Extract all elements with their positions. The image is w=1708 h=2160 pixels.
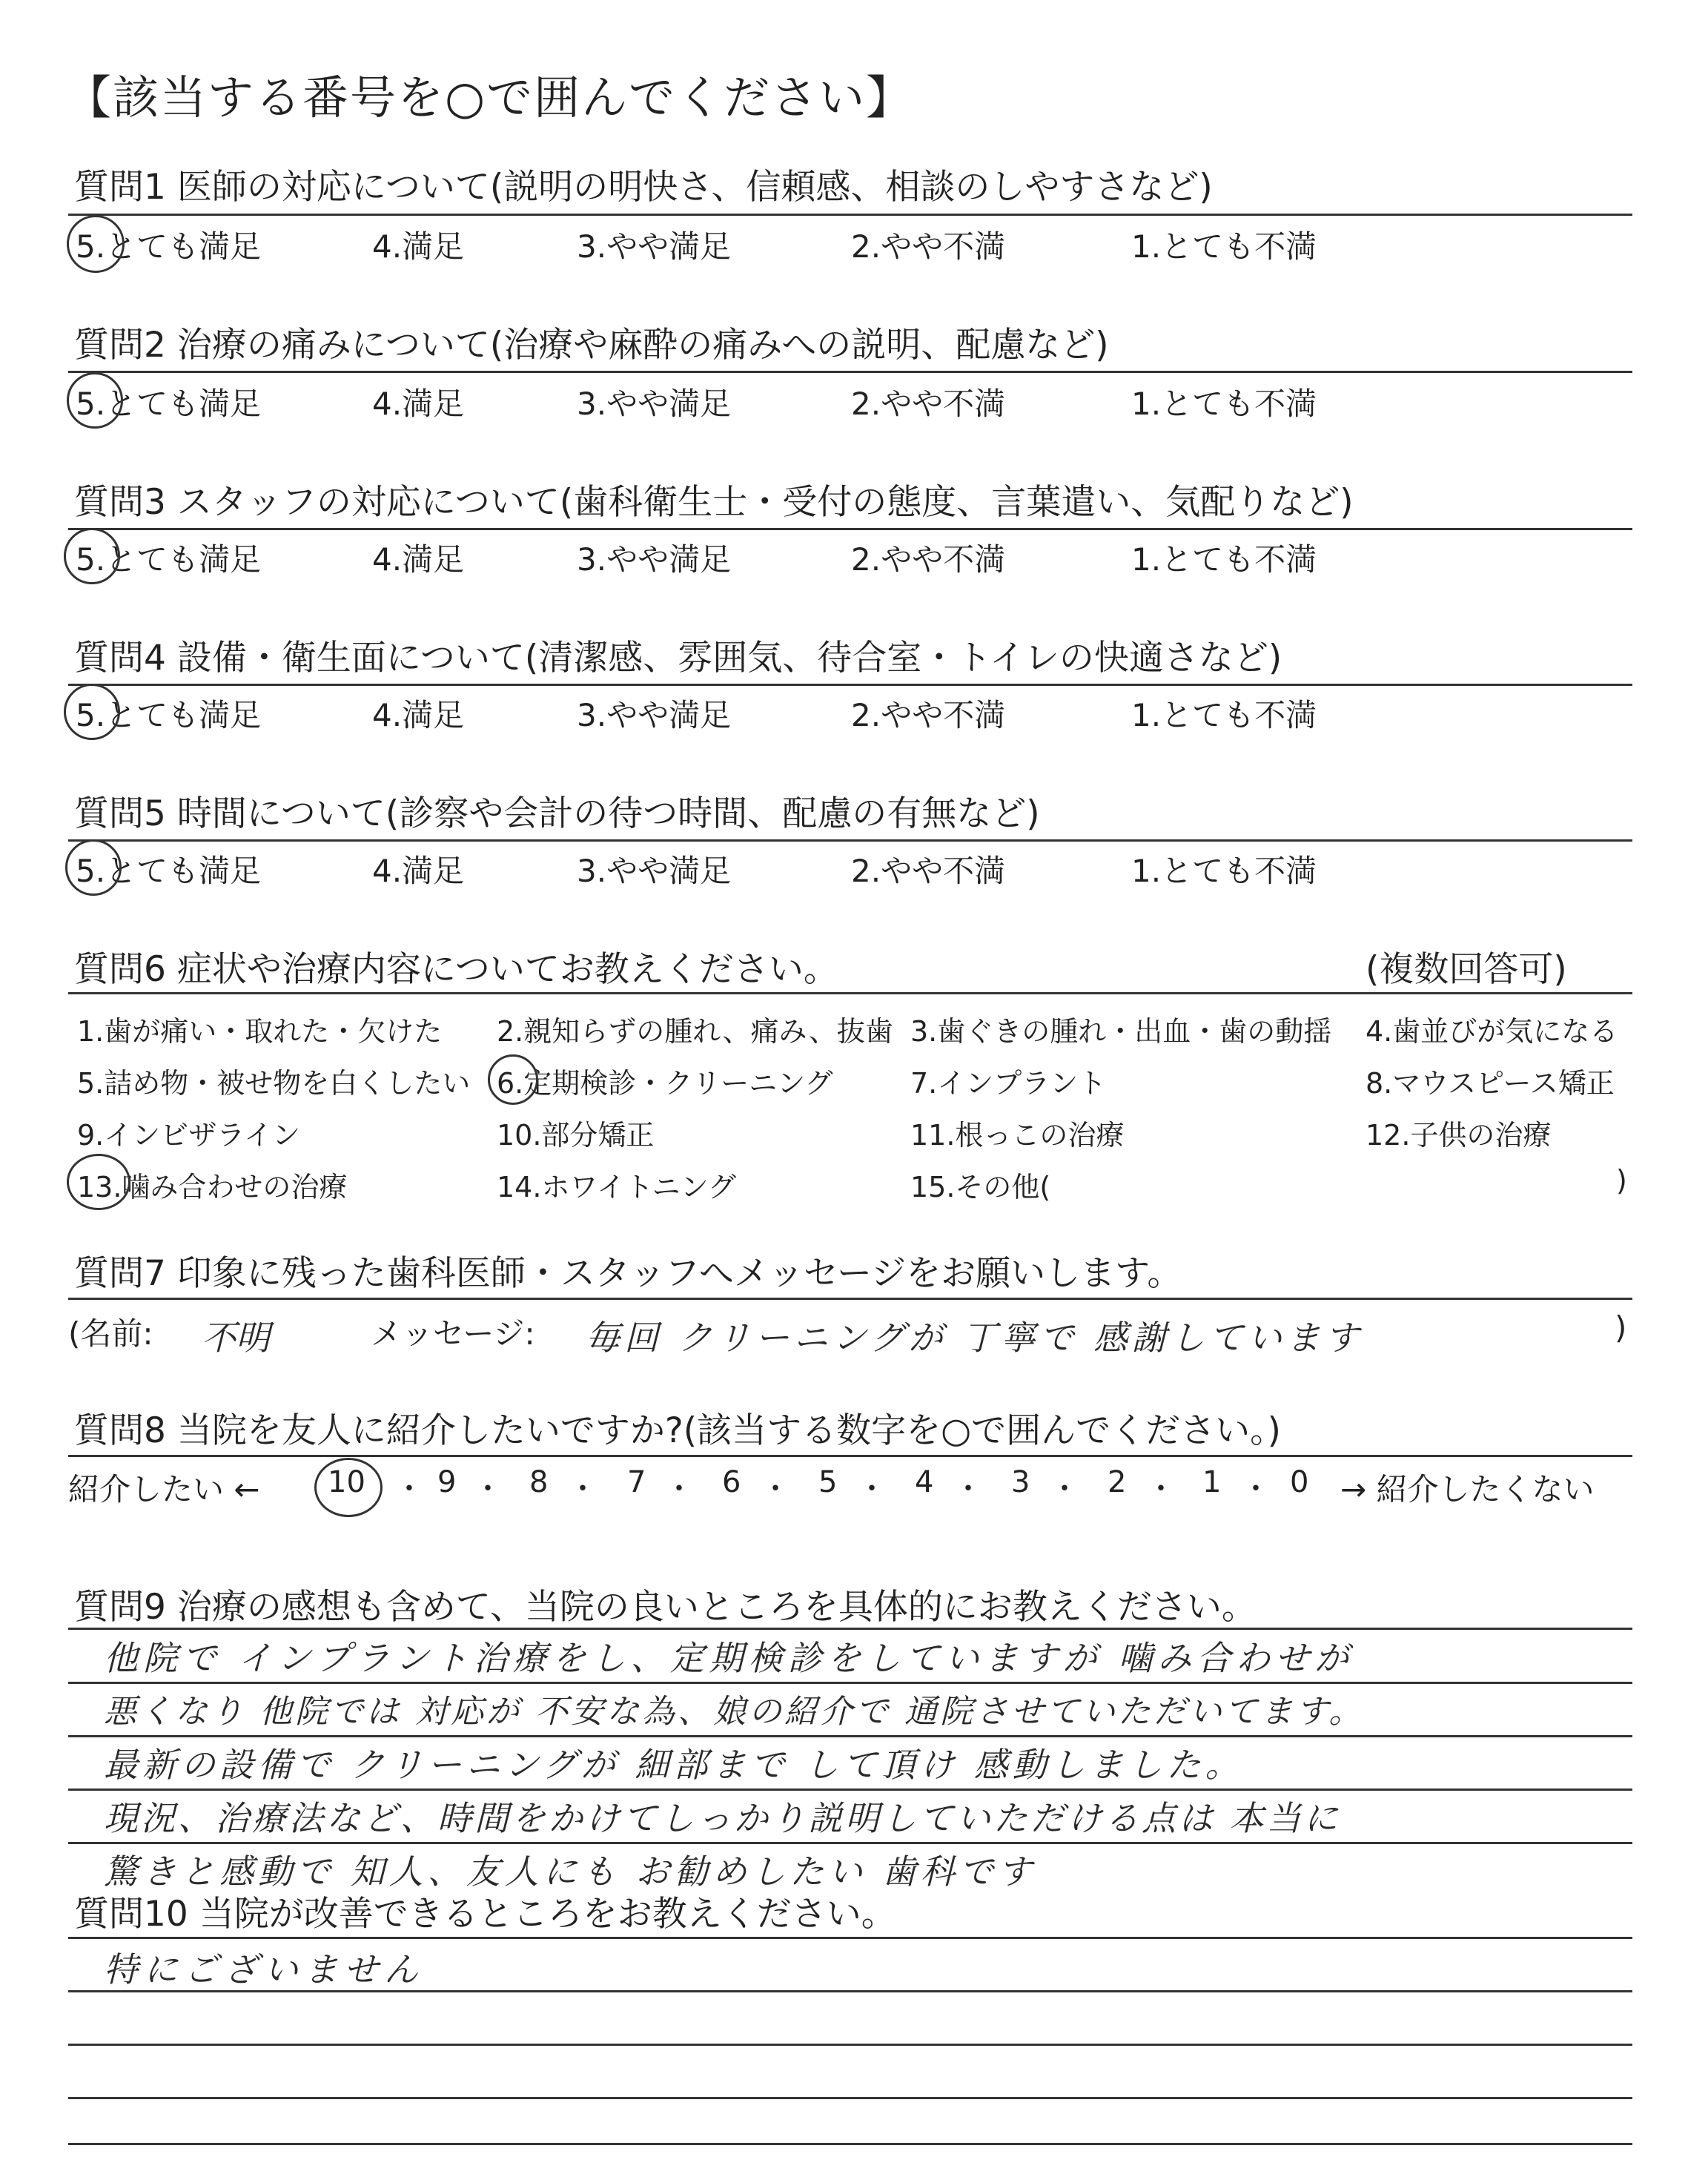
rating-option-5[interactable]: 5.とても満足: [76, 228, 262, 265]
divider: [68, 1455, 1632, 1457]
scale-dot: ・: [473, 1472, 503, 1506]
symptom-option-5[interactable]: 5.詰め物・被せ物を白くしたい: [77, 1067, 471, 1100]
selection-circle: [64, 528, 120, 584]
answer-line-text: 最新の設備で クリーニングが 細部まで して頂け 感動しました。: [104, 1745, 1244, 1785]
scale-10[interactable]: 10: [328, 1465, 365, 1499]
divider: [68, 992, 1632, 994]
message-close-paren: ): [1615, 1309, 1627, 1346]
recommend-left-label: 紹介したい ←: [68, 1471, 260, 1507]
symptom-option-3[interactable]: 3.歯ぐきの腫れ・出血・歯の動揺: [910, 1015, 1332, 1048]
multiple-answers-note: (複数回答可): [1366, 949, 1567, 990]
rating-option-1[interactable]: 1.とても不満: [1131, 697, 1317, 733]
selection-circle: [488, 1054, 538, 1105]
symptom-option-9[interactable]: 9.インビザライン: [77, 1119, 301, 1152]
answer-line: [68, 1682, 1632, 1684]
rating-option-3[interactable]: 3.やや満足: [577, 697, 732, 733]
answer-line: [68, 2097, 1632, 2099]
scale-dot: ・: [394, 1472, 424, 1506]
question-5-title: 質問5 時間について(診察や会計の待つ時間、配慮の有無など): [74, 793, 1040, 834]
question-9-title: 質問9 治療の感想も含めて、当院の良いところを具体的にお教えください。: [74, 1587, 1257, 1628]
rating-option-4[interactable]: 4.満足: [372, 386, 465, 422]
scale-1[interactable]: 1: [1202, 1465, 1222, 1499]
question-1-title: 質問1 医師の対応について(説明の明快さ、信頼感、相談のしやすさなど): [74, 167, 1213, 208]
divider: [68, 1628, 1632, 1630]
question-4-title: 質問4 設備・衛生面について(清潔感、雰囲気、待合室・トイレの快適さなど): [74, 638, 1282, 678]
rating-option-3[interactable]: 3.やや満足: [577, 228, 732, 265]
scale-dot: ・: [761, 1472, 790, 1506]
message-value[interactable]: 毎回 クリーニングが 丁寧で 感謝しています: [586, 1318, 1363, 1358]
scale-dot: ・: [664, 1472, 694, 1506]
question-6-title: 質問6 症状や治療内容についてお教えください。: [74, 949, 838, 990]
symptom-option-8[interactable]: 8.マウスピース矯正: [1366, 1067, 1615, 1100]
scale-dot: ・: [1050, 1472, 1079, 1506]
answer-line-text: 悪くなり 他院では 対応が 不安な為、娘の紹介で 通院させていただいてます。: [104, 1693, 1365, 1731]
scale-dot: ・: [1146, 1472, 1176, 1506]
divider: [68, 839, 1632, 842]
selection-circle: [64, 684, 120, 740]
scale-4[interactable]: 4: [915, 1465, 934, 1499]
question-3-title: 質問3 スタッフの対応について(歯科衛生士・受付の態度、言葉遣い、気配りなど): [74, 482, 1354, 523]
answer-line-text: 現況、治療法など、時間をかけてしっかり説明していただける点は 本当に: [104, 1798, 1341, 1838]
rating-option-2[interactable]: 2.やや不満: [851, 228, 1006, 265]
question-7-title: 質問7 印象に残った歯科医師・スタッフへメッセージをお願いします。: [74, 1253, 1182, 1294]
divider: [68, 1298, 1632, 1300]
answer-line: [68, 1789, 1632, 1791]
selection-circle: [67, 1154, 130, 1210]
symptom-option-15[interactable]: 15.その他(: [910, 1171, 1051, 1203]
divider: [68, 371, 1632, 373]
question-10-answer[interactable]: 特にございません: [104, 1949, 424, 1989]
scale-dot: ・: [953, 1472, 983, 1506]
selection-circle: [67, 372, 123, 429]
name-label: (名前:: [68, 1315, 153, 1352]
rating-option-3[interactable]: 3.やや満足: [577, 853, 732, 889]
rating-option-5[interactable]: 5.とても満足: [76, 386, 262, 422]
rating-option-1[interactable]: 1.とても不満: [1131, 228, 1317, 265]
other-close-paren: ): [1616, 1164, 1627, 1197]
answer-line: [68, 2044, 1632, 2046]
page-title: 【該当する番号を○で囲んでください】: [65, 70, 914, 125]
answer-line: [68, 1735, 1632, 1737]
divider: [68, 214, 1632, 216]
rating-option-3[interactable]: 3.やや満足: [577, 541, 732, 578]
symptom-option-6[interactable]: 6.定期検診・クリーニング: [497, 1067, 833, 1100]
scale-dot: ・: [857, 1472, 887, 1506]
name-value[interactable]: 不明: [202, 1318, 270, 1358]
answer-line: [68, 2143, 1632, 2145]
rating-option-4[interactable]: 4.満足: [372, 228, 465, 265]
scale-5[interactable]: 5: [818, 1465, 838, 1499]
symptom-option-2[interactable]: 2.親知らずの腫れ、痛み、抜歯: [497, 1015, 893, 1048]
rating-option-3[interactable]: 3.やや満足: [577, 386, 732, 422]
scale-0[interactable]: 0: [1290, 1465, 1309, 1499]
scale-3[interactable]: 3: [1011, 1465, 1030, 1499]
scale-7[interactable]: 7: [627, 1465, 646, 1499]
question-8-title: 質問8 当院を友人に紹介したいですか?(該当する数字を○で囲んでください。): [74, 1410, 1281, 1451]
symptom-option-13[interactable]: 13.噛み合わせの治療: [77, 1171, 348, 1203]
answer-line-text: 他院で インプラント治療をし、定期検診をしていますが 噛み合わせが: [104, 1638, 1354, 1678]
rating-option-2[interactable]: 2.やや不満: [851, 697, 1006, 733]
question-10-title: 質問10 当院が改善できるところをお教えください。: [74, 1894, 896, 1935]
rating-option-4[interactable]: 4.満足: [372, 697, 465, 733]
scale-6[interactable]: 6: [722, 1465, 741, 1499]
symptom-option-4[interactable]: 4.歯並びが気になる: [1366, 1015, 1618, 1048]
symptom-option-10[interactable]: 10.部分矯正: [497, 1119, 655, 1152]
recommend-right-label: → 紹介したくない: [1340, 1471, 1595, 1507]
message-label: メッセージ:: [371, 1315, 535, 1352]
selection-circle: [314, 1458, 383, 1517]
answer-line-text: 驚きと感動で 知人、友人にも お勧めしたい 歯科です: [104, 1852, 1036, 1892]
rating-option-1[interactable]: 1.とても不満: [1131, 386, 1317, 422]
rating-option-5[interactable]: 5.とても満足: [76, 853, 262, 889]
scale-8[interactable]: 8: [529, 1465, 549, 1499]
rating-option-5[interactable]: 5.とても満足: [76, 697, 262, 733]
question-2-title: 質問2 治療の痛みについて(治療や麻酔の痛みへの説明、配慮など): [74, 325, 1109, 366]
divider: [68, 528, 1632, 530]
rating-option-2[interactable]: 2.やや不満: [851, 386, 1006, 422]
symptom-option-11[interactable]: 11.根っこの治療: [910, 1119, 1125, 1152]
symptom-option-7[interactable]: 7.インプラント: [910, 1067, 1107, 1100]
rating-option-2[interactable]: 2.やや不満: [851, 853, 1006, 889]
divider: [68, 684, 1632, 686]
rating-option-5[interactable]: 5.とても満足: [76, 541, 262, 578]
divider: [68, 1937, 1632, 1939]
answer-line: [68, 1842, 1632, 1844]
rating-option-4[interactable]: 4.満足: [372, 541, 465, 578]
scale-dot: ・: [1241, 1472, 1271, 1506]
rating-option-1[interactable]: 1.とても不満: [1131, 853, 1317, 889]
scale-dot: ・: [568, 1472, 598, 1506]
rating-option-4[interactable]: 4.満足: [372, 853, 465, 889]
selection-circle: [65, 839, 122, 896]
symptom-option-14[interactable]: 14.ホワイトニング: [497, 1171, 737, 1203]
symptom-option-1[interactable]: 1.歯が痛い・取れた・欠けた: [77, 1015, 443, 1048]
symptom-option-12[interactable]: 12.子供の治療: [1366, 1119, 1552, 1152]
selection-circle: [67, 215, 125, 273]
scale-9[interactable]: 9: [437, 1465, 457, 1499]
scale-2[interactable]: 2: [1108, 1465, 1127, 1499]
rating-option-2[interactable]: 2.やや不満: [851, 541, 1006, 578]
rating-option-1[interactable]: 1.とても不満: [1131, 541, 1317, 578]
